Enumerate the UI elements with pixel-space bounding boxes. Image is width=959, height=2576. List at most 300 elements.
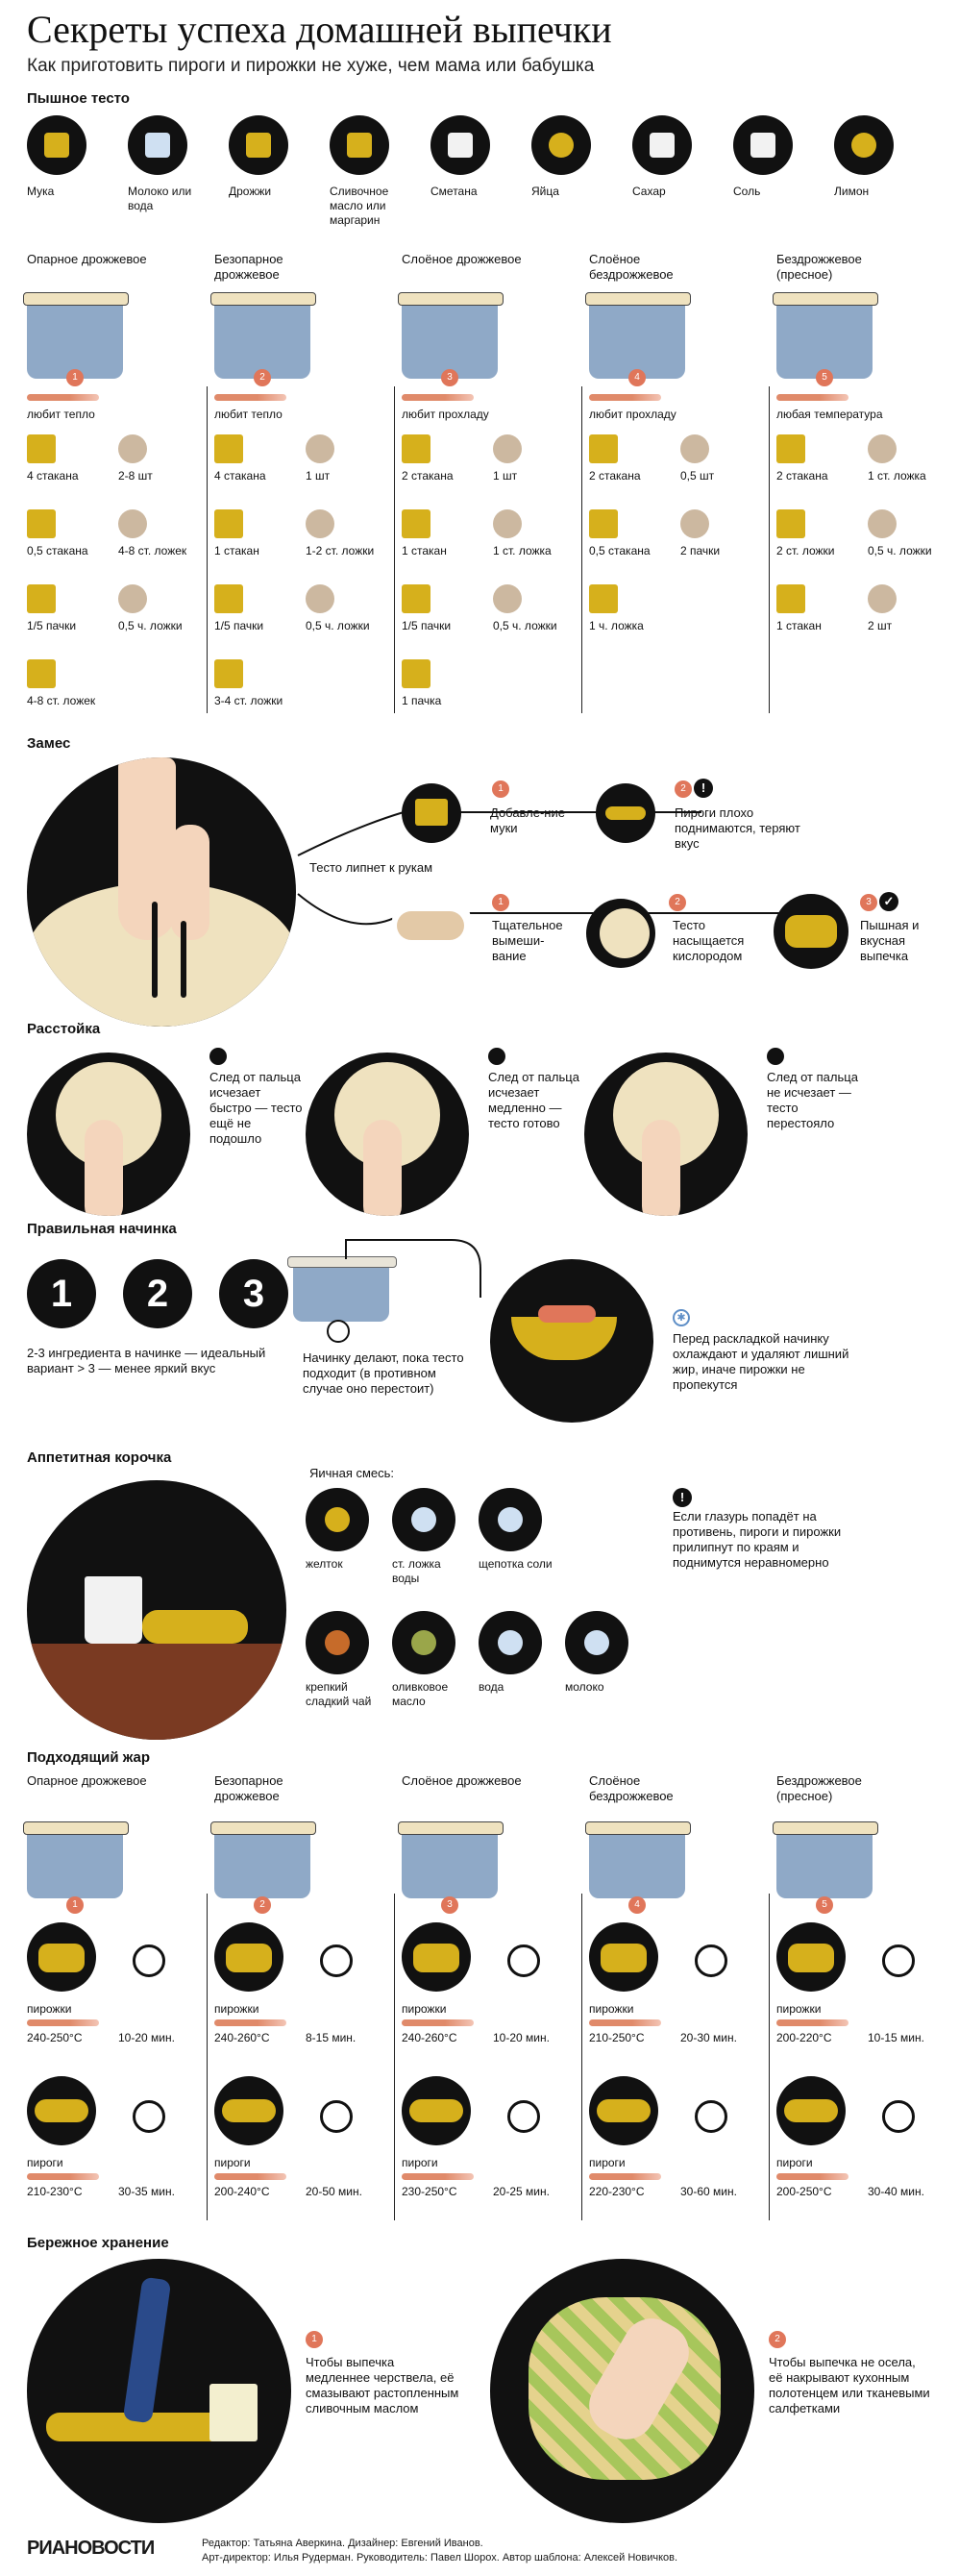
- section-knead-title: Замес: [27, 735, 71, 752]
- pot-lid: [210, 1821, 316, 1835]
- warning-icon: !: [673, 1488, 692, 1507]
- filling-cooling-text: Перед раскладкой начинку охлаждают и удаляют лишний жир, иначе пирожки не пропекутся: [673, 1331, 849, 1392]
- item-shape: [411, 1630, 436, 1655]
- dough-temperature: любит прохладу: [589, 408, 676, 421]
- thermometer-icon: [214, 394, 286, 401]
- item-amount: 4 стакана: [27, 469, 79, 483]
- timer-icon: [133, 1944, 165, 1977]
- item-amount: 0,5 стакана: [27, 544, 88, 557]
- thermometer-icon: [402, 2173, 474, 2180]
- item-icon: [118, 509, 147, 538]
- kneading-hand-icon: [392, 882, 471, 961]
- item-amount: 2 стакана: [589, 469, 641, 483]
- proof-row: [27, 1043, 940, 1216]
- item-icon: [493, 509, 522, 538]
- crust-warning-text: Если глазурь попадёт на противень, пироги и пирожки прилипнут по краям и поднимутся неравномерно: [673, 1509, 842, 1570]
- bad-result-label: Пироги плохо поднимаются, теряют вкус: [675, 805, 800, 851]
- sugar-icon-shape: [650, 133, 675, 158]
- item-icon: [306, 584, 334, 613]
- storage-towel-text: Чтобы выпечка не осела, её накрывают кухонным полотенцем или тканевыми салфетками: [769, 2355, 930, 2415]
- item-icon: [776, 434, 805, 463]
- pie-shape: [222, 2099, 276, 2122]
- lemon-icon: [834, 115, 894, 175]
- heat-dough-name: Опарное дрожжевое: [27, 1773, 147, 1788]
- pot-lid: [773, 292, 878, 306]
- glaze-item-label: молоко: [565, 1680, 604, 1694]
- sugar-icon: [632, 115, 692, 175]
- big-pie-icon: [214, 2076, 283, 2145]
- item-icon: [589, 584, 618, 613]
- small-pies-icon: [402, 1922, 471, 1992]
- small-pies-time: 8-15 мин.: [306, 2031, 357, 2044]
- sour-cream-icon-shape: [448, 133, 473, 158]
- milk-jug-icon: [565, 1611, 628, 1674]
- proof-text: След от пальца не исчезает — тесто перестояло: [767, 1070, 858, 1130]
- item-icon: [214, 659, 243, 688]
- small-pies-time: 10-15 мин.: [868, 2031, 924, 2044]
- big-pies-temperature: 200-240°С: [214, 2185, 270, 2198]
- item-amount: 4-8 ст. ложек: [118, 544, 187, 557]
- glaze-item-label: вода: [479, 1680, 504, 1694]
- pot-lid: [398, 1821, 504, 1835]
- item-shape: [498, 1507, 523, 1532]
- timer-icon: [882, 2100, 915, 2133]
- dough-temperature: любая температура: [776, 408, 883, 421]
- eggs-icon-shape: [549, 133, 574, 158]
- item-icon: [214, 584, 243, 613]
- item-icon: [493, 434, 522, 463]
- like-icon: ✓: [879, 892, 898, 911]
- big-pies-label: пироги: [27, 2156, 63, 2169]
- warning-icon: !: [694, 779, 713, 798]
- colander-illustration: [490, 1259, 653, 1423]
- add-flour-label: Добавле-ние муки: [490, 805, 565, 835]
- eggs-icon: [531, 115, 591, 175]
- filling-number-icon: 2: [123, 1259, 192, 1328]
- salt-pinch-icon: [479, 1488, 542, 1551]
- thermometer-icon: [402, 394, 474, 401]
- timer-icon: [320, 1944, 353, 1977]
- item-amount: 0,5 шт: [680, 469, 715, 483]
- credits-line-2: Арт-директор: Илья Рудерман. Руководитель: Павел Шорох. Автор шаблона: Алексей Новичков.: [202, 2552, 678, 2564]
- egg-mix-label: Яичная смесь:: [309, 1466, 395, 1480]
- item-amount: 1 ст. ложка: [868, 469, 926, 483]
- item-amount: 1 стакан: [214, 544, 259, 557]
- dough-bubbles-icon: [586, 899, 655, 968]
- butter-brush-illustration: [27, 2259, 291, 2523]
- section-proof-title: Расстойка: [27, 1021, 101, 1037]
- dough-temperature: любит тепло: [214, 408, 283, 421]
- thermometer-icon: [402, 2019, 474, 2026]
- cold-icon: ✱: [673, 1309, 690, 1326]
- proof-illustration: [27, 1053, 190, 1216]
- knead-step-badge: 1: [492, 780, 509, 798]
- dough-name: Безопарное дрожжевое: [214, 252, 283, 282]
- flour-icon: [27, 115, 86, 175]
- section-crust-title: Аппетитная корочка: [27, 1449, 172, 1466]
- dough-number-badge: 2: [254, 369, 271, 386]
- big-pies-time: 30-35 мин.: [118, 2185, 175, 2198]
- item-icon: [868, 509, 897, 538]
- item-icon: [402, 584, 430, 613]
- item-amount: 1/5 пачки: [27, 619, 77, 632]
- pies-shape: [601, 1944, 647, 1972]
- milk-icon-shape: [145, 133, 170, 158]
- item-icon: [589, 434, 618, 463]
- item-amount: 4-8 ст. ложек: [27, 694, 96, 707]
- finger: [85, 1120, 123, 1216]
- pot-icon: [214, 302, 310, 379]
- dough-number-badge: 4: [628, 369, 646, 386]
- pot-lid: [210, 292, 316, 306]
- item-amount: 1/5 пачки: [402, 619, 452, 632]
- item-icon: [27, 509, 56, 538]
- towel-illustration: [490, 2259, 754, 2523]
- ingredient-label: Сметана: [430, 185, 478, 198]
- small-pies-icon: [776, 1922, 846, 1992]
- item-amount: 1 стакан: [776, 619, 822, 632]
- timer-icon: [507, 1944, 540, 1977]
- pot-icon: [214, 1831, 310, 1898]
- finger: [363, 1120, 402, 1216]
- item-icon: [402, 434, 430, 463]
- glaze-items: [306, 1488, 671, 1747]
- big-pie-icon: [27, 2076, 96, 2145]
- fluffy-label: Пышная и вкусная выпечка: [860, 918, 920, 963]
- item-icon: [118, 584, 147, 613]
- thermometer-icon: [214, 2173, 286, 2180]
- butter-icon-shape: [347, 133, 372, 158]
- filling-number-icon: 1: [27, 1259, 96, 1328]
- ingredient-label: Дрожжи: [229, 185, 272, 198]
- item-amount: 1/5 пачки: [214, 619, 264, 632]
- timer-icon: [133, 2100, 165, 2133]
- thermometer-icon: [27, 2173, 99, 2180]
- crust-illustration: [27, 1480, 286, 1740]
- column-divider: [394, 386, 395, 713]
- knead-step-badge: 2: [669, 894, 686, 911]
- timer-icon: [882, 1944, 915, 1977]
- item-amount: 1 пачка: [402, 694, 442, 707]
- item-amount: 2 стакана: [402, 469, 454, 483]
- item-icon: [868, 434, 897, 463]
- water-spoon-icon: [392, 1488, 455, 1551]
- thermometer-icon: [589, 2019, 661, 2026]
- ingredient-label: Молоко или вода: [128, 185, 192, 212]
- small-pies-temperature: 210-250°С: [589, 2031, 645, 2044]
- heat-number-badge: 2: [254, 1896, 271, 1914]
- pot-icon: [589, 1831, 685, 1898]
- item-amount: 2-8 шт: [118, 469, 153, 483]
- section-filling-title: Правильная начинка: [27, 1221, 177, 1237]
- item-amount: 4 стакана: [214, 469, 266, 483]
- pot-lid: [585, 1821, 691, 1835]
- proof-illustration: [584, 1053, 748, 1216]
- dough-name: Слоёное бездрожжевое: [589, 252, 674, 282]
- big-pies-temperature: 210-230°С: [27, 2185, 83, 2198]
- item-icon: [680, 434, 709, 463]
- item-shape: [584, 1630, 609, 1655]
- flour-icon: [402, 783, 461, 843]
- ingredient-label: Лимон: [834, 185, 870, 198]
- knead-step-badge: 2: [675, 780, 692, 798]
- item-icon: [306, 509, 334, 538]
- pie-shape: [35, 2099, 88, 2122]
- small-pies-label: пирожки: [214, 2002, 259, 2016]
- item-icon: [214, 434, 243, 463]
- item-amount: 1 ст. ложка: [493, 544, 552, 557]
- ingredient-label: Мука: [27, 185, 55, 198]
- dough-number-badge: 3: [441, 369, 458, 386]
- finger: [642, 1120, 680, 1216]
- pies-shape: [38, 1944, 85, 1972]
- olive-oil-icon: [392, 1611, 455, 1674]
- dough-temperature: любит прохладу: [402, 408, 489, 421]
- timer-icon: [695, 1944, 727, 1977]
- dough-types: [27, 252, 940, 723]
- pot-lid: [773, 1821, 878, 1835]
- pot-icon: [589, 302, 685, 379]
- item-amount: 2 ст. ложки: [776, 544, 835, 557]
- flat-pie-icon: [596, 783, 655, 843]
- dough-number-badge: 1: [66, 369, 84, 386]
- glaze-item-label: ст. ложка воды: [392, 1557, 441, 1585]
- glaze-item-label: желток: [306, 1557, 343, 1571]
- heat-columns: [27, 1773, 940, 2230]
- water-glass-icon: [479, 1611, 542, 1674]
- pot-icon: [776, 302, 873, 379]
- big-pies-time: 20-50 мин.: [306, 2185, 362, 2198]
- small-pies-temperature: 240-250°С: [27, 2031, 83, 2044]
- proof-text: След от пальца исчезает медленно — тесто готово: [488, 1070, 579, 1130]
- filling-connector: [336, 1230, 509, 1307]
- small-pies-temperature: 200-220°С: [776, 2031, 832, 2044]
- pot-icon: [776, 1831, 873, 1898]
- item-amount: 1 ч. ложка: [589, 619, 644, 632]
- item-icon: [589, 509, 618, 538]
- item-shape: [498, 1630, 523, 1655]
- pies-shape: [413, 1944, 459, 1972]
- salt-icon: [733, 115, 793, 175]
- filling-cooking-text: Начинку делают, пока тесто подходит (в противном случае оно перестоит): [303, 1350, 464, 1396]
- item-icon: [118, 434, 147, 463]
- big-pies-label: пироги: [589, 2156, 626, 2169]
- item-amount: 3-4 ст. ложки: [214, 694, 283, 707]
- knead-connectors: [288, 769, 826, 1000]
- knead-hand-illustration: [27, 757, 296, 1027]
- heat-dough-name: Слоёное бездрожжевое: [589, 1773, 674, 1803]
- thermometer-icon: [776, 2173, 848, 2180]
- timer-icon: [327, 1320, 350, 1343]
- pot-lid: [23, 1821, 129, 1835]
- pot-icon: [27, 1831, 123, 1898]
- item-icon: [493, 584, 522, 613]
- ingredient-label: Соль: [733, 185, 761, 198]
- big-pies-temperature: 230-250°С: [402, 2185, 457, 2198]
- ria-logo: РИАНОВОСТИ: [27, 2538, 155, 2559]
- oxygen-label: Тесто насыщается кислородом: [673, 918, 745, 963]
- ingredient-label: Сахар: [632, 185, 666, 198]
- dough-temperature: любит тепло: [27, 408, 95, 421]
- pies-shape: [226, 1944, 272, 1972]
- ingredient-label: Яйца: [531, 185, 559, 198]
- storage-butter-text: Чтобы выпечка медленнее черствела, её смазывают растопленным сливочным маслом: [306, 2355, 459, 2415]
- sweet-tea-icon: [306, 1611, 369, 1674]
- big-pies-time: 30-40 мин.: [868, 2185, 924, 2198]
- small-pies-label: пирожки: [589, 2002, 634, 2016]
- pot-icon: [402, 1831, 498, 1898]
- small-pies-time: 10-20 мин.: [493, 2031, 550, 2044]
- column-divider: [207, 386, 208, 713]
- item-shape: [325, 1630, 350, 1655]
- item-amount: 0,5 ч. ложки: [306, 619, 370, 632]
- section-heat-title: Подходящий жар: [27, 1749, 151, 1766]
- proof-text: След от пальца исчезает быстро — тесто ещё не подошло: [209, 1070, 303, 1146]
- proof-illustration: [306, 1053, 469, 1216]
- column-divider: [769, 386, 770, 713]
- filling-count-row: [27, 1259, 296, 1336]
- salt-icon-shape: [750, 133, 775, 158]
- item-amount: 1-2 ст. ложки: [306, 544, 375, 557]
- item-icon: [402, 509, 430, 538]
- item-icon: [27, 584, 56, 613]
- item-amount: 2 шт: [868, 619, 893, 632]
- pie-shape: [784, 2099, 838, 2122]
- ingredients-row: [27, 115, 940, 227]
- thermometer-icon: [214, 2019, 286, 2026]
- thermometer-icon: [589, 394, 661, 401]
- item-icon: [27, 659, 56, 688]
- butter-icon: [330, 115, 389, 175]
- filling-ingredients-text: 2-3 ингредиента в начинке — идеальный вариант > 3 — менее яркий вкус: [27, 1346, 266, 1375]
- item-amount: 1 стакан: [402, 544, 447, 557]
- timer-icon: [695, 2100, 727, 2133]
- small-pies-temperature: 240-260°С: [214, 2031, 270, 2044]
- yeast-icon-shape: [246, 133, 271, 158]
- column-divider: [769, 1894, 770, 2220]
- big-pie-icon: [589, 2076, 658, 2145]
- small-pies-icon: [214, 1922, 283, 1992]
- big-pies-temperature: 200-250°С: [776, 2185, 832, 2198]
- section-storage-title: Бережное хранение: [27, 2235, 169, 2251]
- finger-icon: [767, 1048, 784, 1065]
- big-pies-label: пироги: [402, 2156, 438, 2169]
- dough-number-badge: 5: [816, 369, 833, 386]
- item-icon: [776, 509, 805, 538]
- item-icon: [27, 434, 56, 463]
- finger-icon: [488, 1048, 505, 1065]
- page-title: Секреты успеха домашней выпечки: [27, 8, 612, 51]
- glaze-item-label: щепотка соли: [479, 1557, 553, 1571]
- yolk-icon: [306, 1488, 369, 1551]
- item-amount: 1 шт: [306, 469, 331, 483]
- heat-dough-name: Слоёное дрожжевое: [402, 1773, 522, 1788]
- item-amount: 0,5 стакана: [589, 544, 651, 557]
- finger-icon: [209, 1048, 227, 1065]
- item-amount: 1 шт: [493, 469, 518, 483]
- thermometer-icon: [776, 2019, 848, 2026]
- pies-shape: [788, 1944, 834, 1972]
- item-icon: [776, 584, 805, 613]
- pot-lid: [23, 292, 129, 306]
- dough-name: Слоёное дрожжевое: [402, 252, 522, 266]
- small-pies-icon: [27, 1922, 96, 1992]
- item-icon: [214, 509, 243, 538]
- big-pies-temperature: 220-230°С: [589, 2185, 645, 2198]
- credits-line-1: Редактор: Татьяна Аверкина. Дизайнер: Евгений Иванов.: [202, 2538, 483, 2549]
- item-amount: 0,5 ч. ложки: [868, 544, 932, 557]
- big-pies-label: пироги: [776, 2156, 813, 2169]
- small-pies-label: пирожки: [27, 2002, 72, 2016]
- pot-icon: [27, 302, 123, 379]
- heat-dough-name: Безопарное дрожжевое: [214, 1773, 283, 1803]
- big-pie-icon: [776, 2076, 846, 2145]
- page-subtitle: Как приготовить пироги и пирожки не хуже, чем мама или бабушка: [27, 56, 595, 76]
- heat-number-badge: 3: [441, 1896, 458, 1914]
- dough-name: Бездрожжевое (пресное): [776, 252, 862, 282]
- knead-step-badge: 3: [860, 894, 877, 911]
- column-divider: [581, 386, 582, 713]
- timer-icon: [320, 2100, 353, 2133]
- item-icon: [402, 659, 430, 688]
- thorough-label: Тщательное вымеши-вание: [492, 918, 563, 963]
- pot-lid: [585, 292, 691, 306]
- ingredient-label: Сливочное масло или маргарин: [330, 185, 389, 227]
- thermometer-icon: [776, 394, 848, 401]
- small-pies-icon: [589, 1922, 658, 1992]
- glaze-item-label: крепкий сладкий чай: [306, 1680, 372, 1708]
- item-amount: 2 стакана: [776, 469, 828, 483]
- big-pie-icon: [402, 2076, 471, 2145]
- yeast-icon: [229, 115, 288, 175]
- heat-number-badge: 4: [628, 1896, 646, 1914]
- heat-number-badge: 1: [66, 1896, 84, 1914]
- pot-lid: [398, 292, 504, 306]
- item-amount: 0,5 ч. ложки: [493, 619, 557, 632]
- small-pies-label: пирожки: [776, 2002, 822, 2016]
- item-icon: [680, 509, 709, 538]
- small-pies-time: 20-30 мин.: [680, 2031, 737, 2044]
- column-divider: [394, 1894, 395, 2220]
- item-icon: [306, 434, 334, 463]
- item-icon: [868, 584, 897, 613]
- item-shape: [325, 1507, 350, 1532]
- item-amount: 0,5 ч. ложки: [118, 619, 183, 632]
- heat-number-badge: 5: [816, 1896, 833, 1914]
- sour-cream-icon: [430, 115, 490, 175]
- thermometer-icon: [27, 394, 99, 401]
- column-divider: [581, 1894, 582, 2220]
- section-dough-title: Пышное тесто: [27, 90, 130, 107]
- timer-icon: [507, 2100, 540, 2133]
- pie-shape: [409, 2099, 463, 2122]
- big-pies-time: 20-25 мин.: [493, 2185, 550, 2198]
- item-amount: 2 пачки: [680, 544, 721, 557]
- dough-name: Опарное дрожжевое: [27, 252, 147, 266]
- filling-number-icon: 3: [219, 1259, 288, 1328]
- small-pies-temperature: 240-260°С: [402, 2031, 457, 2044]
- big-pies-label: пироги: [214, 2156, 251, 2169]
- flour-icon-shape: [44, 133, 69, 158]
- fluffy-pies-icon: [774, 894, 848, 969]
- thermometer-icon: [589, 2173, 661, 2180]
- small-pies-time: 10-20 мин.: [118, 2031, 175, 2044]
- knead-sticky-label: Тесто липнет к рукам: [309, 860, 433, 875]
- glaze-item-label: оливковое масло: [392, 1680, 449, 1708]
- pie-shape: [597, 2099, 651, 2122]
- small-pies-label: пирожки: [402, 2002, 447, 2016]
- column-divider: [207, 1894, 208, 2220]
